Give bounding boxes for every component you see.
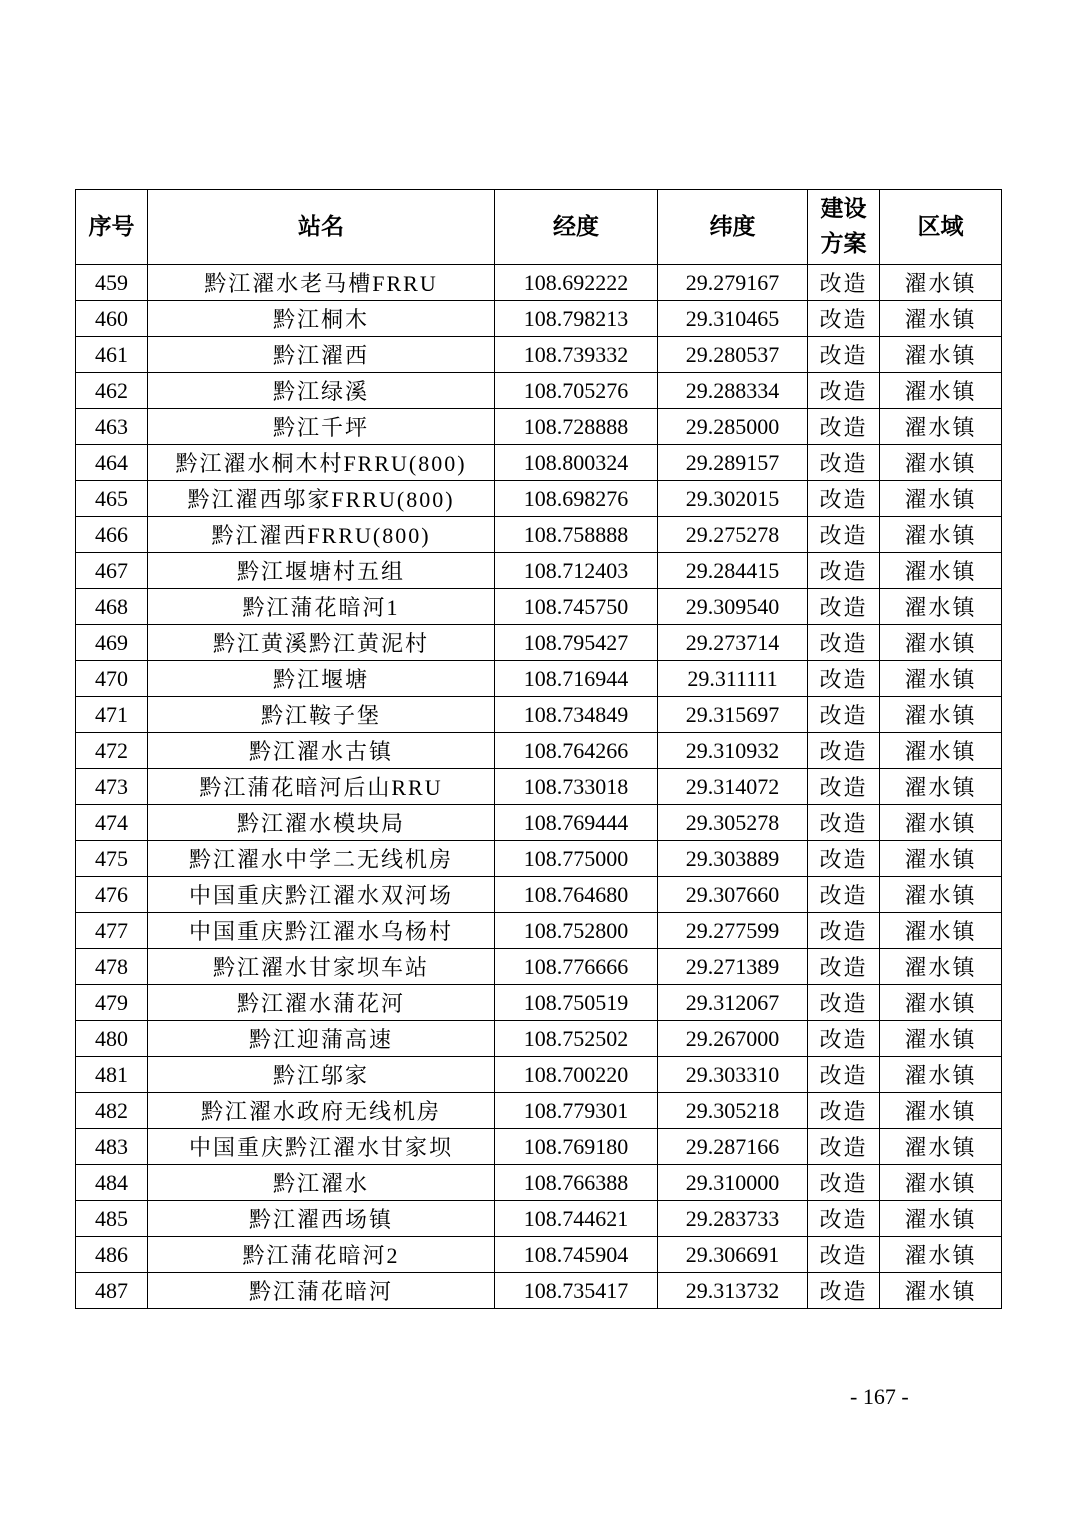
cell-longitude: 108.764680 (495, 877, 658, 913)
header-no: 序号 (76, 190, 148, 265)
cell-plan: 改造 (808, 661, 880, 697)
cell-longitude: 108.734849 (495, 697, 658, 733)
table-row (76, 769, 1002, 805)
cell-longitude: 108.712403 (495, 553, 658, 589)
cell-longitude: 108.795427 (495, 625, 658, 661)
cell-plan: 改造 (808, 877, 880, 913)
table-row (76, 553, 1002, 589)
cell-no: 484 (76, 1165, 148, 1201)
cell-latitude: 29.315697 (658, 697, 808, 733)
cell-longitude: 108.769180 (495, 1129, 658, 1165)
cell-region: 濯水镇 (880, 445, 1002, 481)
cell-no: 478 (76, 949, 148, 985)
cell-longitude: 108.752800 (495, 913, 658, 949)
cell-latitude: 29.277599 (658, 913, 808, 949)
cell-name: 黔江邬家 (148, 1057, 495, 1093)
header-plan-line1: 建设 (820, 196, 867, 222)
cell-longitude: 108.758888 (495, 517, 658, 553)
cell-region: 濯水镇 (880, 625, 1002, 661)
cell-region: 濯水镇 (880, 877, 1002, 913)
cell-name: 黔江桐木 (148, 301, 495, 337)
cell-no: 469 (76, 625, 148, 661)
cell-plan: 改造 (808, 1021, 880, 1057)
cell-latitude: 29.303889 (658, 841, 808, 877)
cell-latitude: 29.287166 (658, 1129, 808, 1165)
cell-name: 黔江濯水政府无线机房 (148, 1093, 495, 1129)
cell-latitude: 29.267000 (658, 1021, 808, 1057)
cell-region: 濯水镇 (880, 1237, 1002, 1273)
cell-region: 濯水镇 (880, 1057, 1002, 1093)
cell-longitude: 108.798213 (495, 301, 658, 337)
table-body (76, 265, 1002, 1309)
cell-region: 濯水镇 (880, 1021, 1002, 1057)
cell-region: 濯水镇 (880, 589, 1002, 625)
cell-no: 461 (76, 337, 148, 373)
cell-no: 460 (76, 301, 148, 337)
cell-name: 黔江濯水中学二无线机房 (148, 841, 495, 877)
cell-longitude: 108.745750 (495, 589, 658, 625)
cell-latitude: 29.313732 (658, 1273, 808, 1309)
cell-longitude: 108.800324 (495, 445, 658, 481)
table-row (76, 985, 1002, 1021)
table-row (76, 841, 1002, 877)
cell-plan: 改造 (808, 1201, 880, 1237)
cell-name: 黔江濯水 (148, 1165, 495, 1201)
cell-latitude: 29.275278 (658, 517, 808, 553)
cell-name: 黔江蒲花暗河 (148, 1273, 495, 1309)
cell-plan: 改造 (808, 1237, 880, 1273)
cell-latitude: 29.303310 (658, 1057, 808, 1093)
cell-region: 濯水镇 (880, 1093, 1002, 1129)
cell-plan: 改造 (808, 553, 880, 589)
cell-plan: 改造 (808, 985, 880, 1021)
cell-region: 濯水镇 (880, 949, 1002, 985)
cell-longitude: 108.775000 (495, 841, 658, 877)
cell-plan: 改造 (808, 949, 880, 985)
cell-region: 濯水镇 (880, 337, 1002, 373)
cell-latitude: 29.314072 (658, 769, 808, 805)
cell-plan: 改造 (808, 1273, 880, 1309)
header-row (76, 190, 1002, 265)
table-row (76, 661, 1002, 697)
table-row (76, 913, 1002, 949)
cell-plan: 改造 (808, 733, 880, 769)
cell-plan: 改造 (808, 1165, 880, 1201)
cell-longitude: 108.750519 (495, 985, 658, 1021)
cell-longitude: 108.735417 (495, 1273, 658, 1309)
cell-name: 黔江堰塘村五组 (148, 553, 495, 589)
cell-longitude: 108.779301 (495, 1093, 658, 1129)
cell-longitude: 108.745904 (495, 1237, 658, 1273)
cell-longitude: 108.769444 (495, 805, 658, 841)
cell-region: 濯水镇 (880, 1273, 1002, 1309)
cell-no: 476 (76, 877, 148, 913)
table-row (76, 697, 1002, 733)
cell-longitude: 108.698276 (495, 481, 658, 517)
table-row (76, 445, 1002, 481)
cell-plan: 改造 (808, 481, 880, 517)
cell-longitude: 108.733018 (495, 769, 658, 805)
cell-name: 黔江濯水老马槽FRRU (148, 265, 495, 301)
cell-plan: 改造 (808, 841, 880, 877)
cell-longitude: 108.739332 (495, 337, 658, 373)
cell-name: 黔江濯水蒲花河 (148, 985, 495, 1021)
cell-no: 470 (76, 661, 148, 697)
cell-region: 濯水镇 (880, 481, 1002, 517)
cell-no: 463 (76, 409, 148, 445)
cell-latitude: 29.305218 (658, 1093, 808, 1129)
cell-region: 濯水镇 (880, 1201, 1002, 1237)
cell-no: 479 (76, 985, 148, 1021)
cell-region: 濯水镇 (880, 265, 1002, 301)
cell-name: 黔江濯水甘家坝车站 (148, 949, 495, 985)
cell-no: 473 (76, 769, 148, 805)
station-table (75, 189, 1002, 1309)
cell-no: 468 (76, 589, 148, 625)
table-row (76, 481, 1002, 517)
cell-no: 474 (76, 805, 148, 841)
cell-latitude: 29.310465 (658, 301, 808, 337)
cell-latitude: 29.271389 (658, 949, 808, 985)
cell-name: 黔江濯西邬家FRRU(800) (148, 481, 495, 517)
table-row (76, 1165, 1002, 1201)
cell-name: 中国重庆黔江濯水甘家坝 (148, 1129, 495, 1165)
cell-longitude: 108.776666 (495, 949, 658, 985)
header-region: 区域 (880, 190, 1002, 265)
table-row (76, 517, 1002, 553)
cell-name: 黔江黄溪黔江黄泥村 (148, 625, 495, 661)
cell-plan: 改造 (808, 517, 880, 553)
cell-no: 465 (76, 481, 148, 517)
cell-region: 濯水镇 (880, 409, 1002, 445)
cell-plan: 改造 (808, 805, 880, 841)
cell-latitude: 29.283733 (658, 1201, 808, 1237)
cell-no: 472 (76, 733, 148, 769)
cell-region: 濯水镇 (880, 841, 1002, 877)
cell-name: 黔江濯水古镇 (148, 733, 495, 769)
cell-name: 黔江濯水桐木村FRRU(800) (148, 445, 495, 481)
cell-longitude: 108.705276 (495, 373, 658, 409)
cell-region: 濯水镇 (880, 697, 1002, 733)
cell-region: 濯水镇 (880, 373, 1002, 409)
cell-latitude: 29.280537 (658, 337, 808, 373)
table-row (76, 265, 1002, 301)
cell-no: 483 (76, 1129, 148, 1165)
cell-name: 黔江蒲花暗河后山RRU (148, 769, 495, 805)
table-row (76, 877, 1002, 913)
cell-name: 黔江濯水模块局 (148, 805, 495, 841)
table-row (76, 1273, 1002, 1309)
cell-latitude: 29.310932 (658, 733, 808, 769)
table-row (76, 805, 1002, 841)
cell-longitude: 108.728888 (495, 409, 658, 445)
cell-plan: 改造 (808, 625, 880, 661)
cell-latitude: 29.309540 (658, 589, 808, 625)
cell-name: 黔江濯西场镇 (148, 1201, 495, 1237)
cell-no: 485 (76, 1201, 148, 1237)
cell-latitude: 29.285000 (658, 409, 808, 445)
cell-latitude: 29.284415 (658, 553, 808, 589)
cell-name: 黔江蒲花暗河2 (148, 1237, 495, 1273)
cell-plan: 改造 (808, 1057, 880, 1093)
cell-longitude: 108.766388 (495, 1165, 658, 1201)
cell-plan: 改造 (808, 337, 880, 373)
cell-region: 濯水镇 (880, 553, 1002, 589)
cell-latitude: 29.312067 (658, 985, 808, 1021)
table-row (76, 589, 1002, 625)
cell-no: 487 (76, 1273, 148, 1309)
cell-latitude: 29.306691 (658, 1237, 808, 1273)
table-row (76, 301, 1002, 337)
cell-latitude: 29.302015 (658, 481, 808, 517)
cell-name: 黔江堰塘 (148, 661, 495, 697)
cell-region: 濯水镇 (880, 1165, 1002, 1201)
cell-plan: 改造 (808, 913, 880, 949)
cell-name: 黔江蒲花暗河1 (148, 589, 495, 625)
cell-longitude: 108.700220 (495, 1057, 658, 1093)
table-row (76, 1237, 1002, 1273)
cell-plan: 改造 (808, 301, 880, 337)
table-row (76, 337, 1002, 373)
cell-longitude: 108.764266 (495, 733, 658, 769)
table-row (76, 949, 1002, 985)
cell-no: 466 (76, 517, 148, 553)
cell-plan: 改造 (808, 265, 880, 301)
cell-region: 濯水镇 (880, 733, 1002, 769)
cell-region: 濯水镇 (880, 661, 1002, 697)
cell-longitude: 108.692222 (495, 265, 658, 301)
header-plan (808, 190, 880, 265)
table-row (76, 409, 1002, 445)
cell-plan: 改造 (808, 373, 880, 409)
cell-name: 黔江鞍子堡 (148, 697, 495, 733)
table-row (76, 1021, 1002, 1057)
cell-no: 480 (76, 1021, 148, 1057)
table-row (76, 1201, 1002, 1237)
cell-region: 濯水镇 (880, 769, 1002, 805)
cell-name: 黔江濯西 (148, 337, 495, 373)
cell-name: 中国重庆黔江濯水双河场 (148, 877, 495, 913)
table-row (76, 1057, 1002, 1093)
cell-plan: 改造 (808, 697, 880, 733)
cell-no: 481 (76, 1057, 148, 1093)
cell-no: 462 (76, 373, 148, 409)
table-header (76, 190, 1002, 265)
cell-region: 濯水镇 (880, 805, 1002, 841)
cell-name: 黔江绿溪 (148, 373, 495, 409)
cell-no: 482 (76, 1093, 148, 1129)
cell-region: 濯水镇 (880, 913, 1002, 949)
cell-no: 471 (76, 697, 148, 733)
cell-no: 477 (76, 913, 148, 949)
header-latitude: 纬度 (658, 190, 808, 265)
table-row (76, 625, 1002, 661)
cell-region: 濯水镇 (880, 517, 1002, 553)
cell-no: 475 (76, 841, 148, 877)
page-number: - 167 - (850, 1384, 909, 1409)
cell-longitude: 108.716944 (495, 661, 658, 697)
header-plan-line2: 方案 (820, 231, 867, 257)
cell-name: 黔江濯西FRRU(800) (148, 517, 495, 553)
cell-no: 486 (76, 1237, 148, 1273)
cell-latitude: 29.311111 (658, 661, 808, 697)
cell-latitude: 29.273714 (658, 625, 808, 661)
cell-plan: 改造 (808, 769, 880, 805)
cell-name: 黔江迎蒲高速 (148, 1021, 495, 1057)
table-row (76, 1129, 1002, 1165)
cell-name: 黔江千坪 (148, 409, 495, 445)
header-longitude: 经度 (495, 190, 658, 265)
cell-longitude: 108.752502 (495, 1021, 658, 1057)
cell-latitude: 29.288334 (658, 373, 808, 409)
cell-latitude: 29.279167 (658, 265, 808, 301)
table-row (76, 733, 1002, 769)
table-row (76, 373, 1002, 409)
cell-plan: 改造 (808, 409, 880, 445)
cell-longitude: 108.744621 (495, 1201, 658, 1237)
cell-plan: 改造 (808, 1093, 880, 1129)
cell-no: 464 (76, 445, 148, 481)
header-name: 站名 (148, 190, 495, 265)
cell-no: 467 (76, 553, 148, 589)
cell-plan: 改造 (808, 589, 880, 625)
cell-latitude: 29.305278 (658, 805, 808, 841)
cell-plan: 改造 (808, 1129, 880, 1165)
cell-latitude: 29.307660 (658, 877, 808, 913)
cell-name: 中国重庆黔江濯水乌杨村 (148, 913, 495, 949)
cell-region: 濯水镇 (880, 1129, 1002, 1165)
cell-latitude: 29.310000 (658, 1165, 808, 1201)
cell-region: 濯水镇 (880, 985, 1002, 1021)
table-row (76, 1093, 1002, 1129)
cell-no: 459 (76, 265, 148, 301)
cell-plan: 改造 (808, 445, 880, 481)
cell-latitude: 29.289157 (658, 445, 808, 481)
cell-region: 濯水镇 (880, 301, 1002, 337)
